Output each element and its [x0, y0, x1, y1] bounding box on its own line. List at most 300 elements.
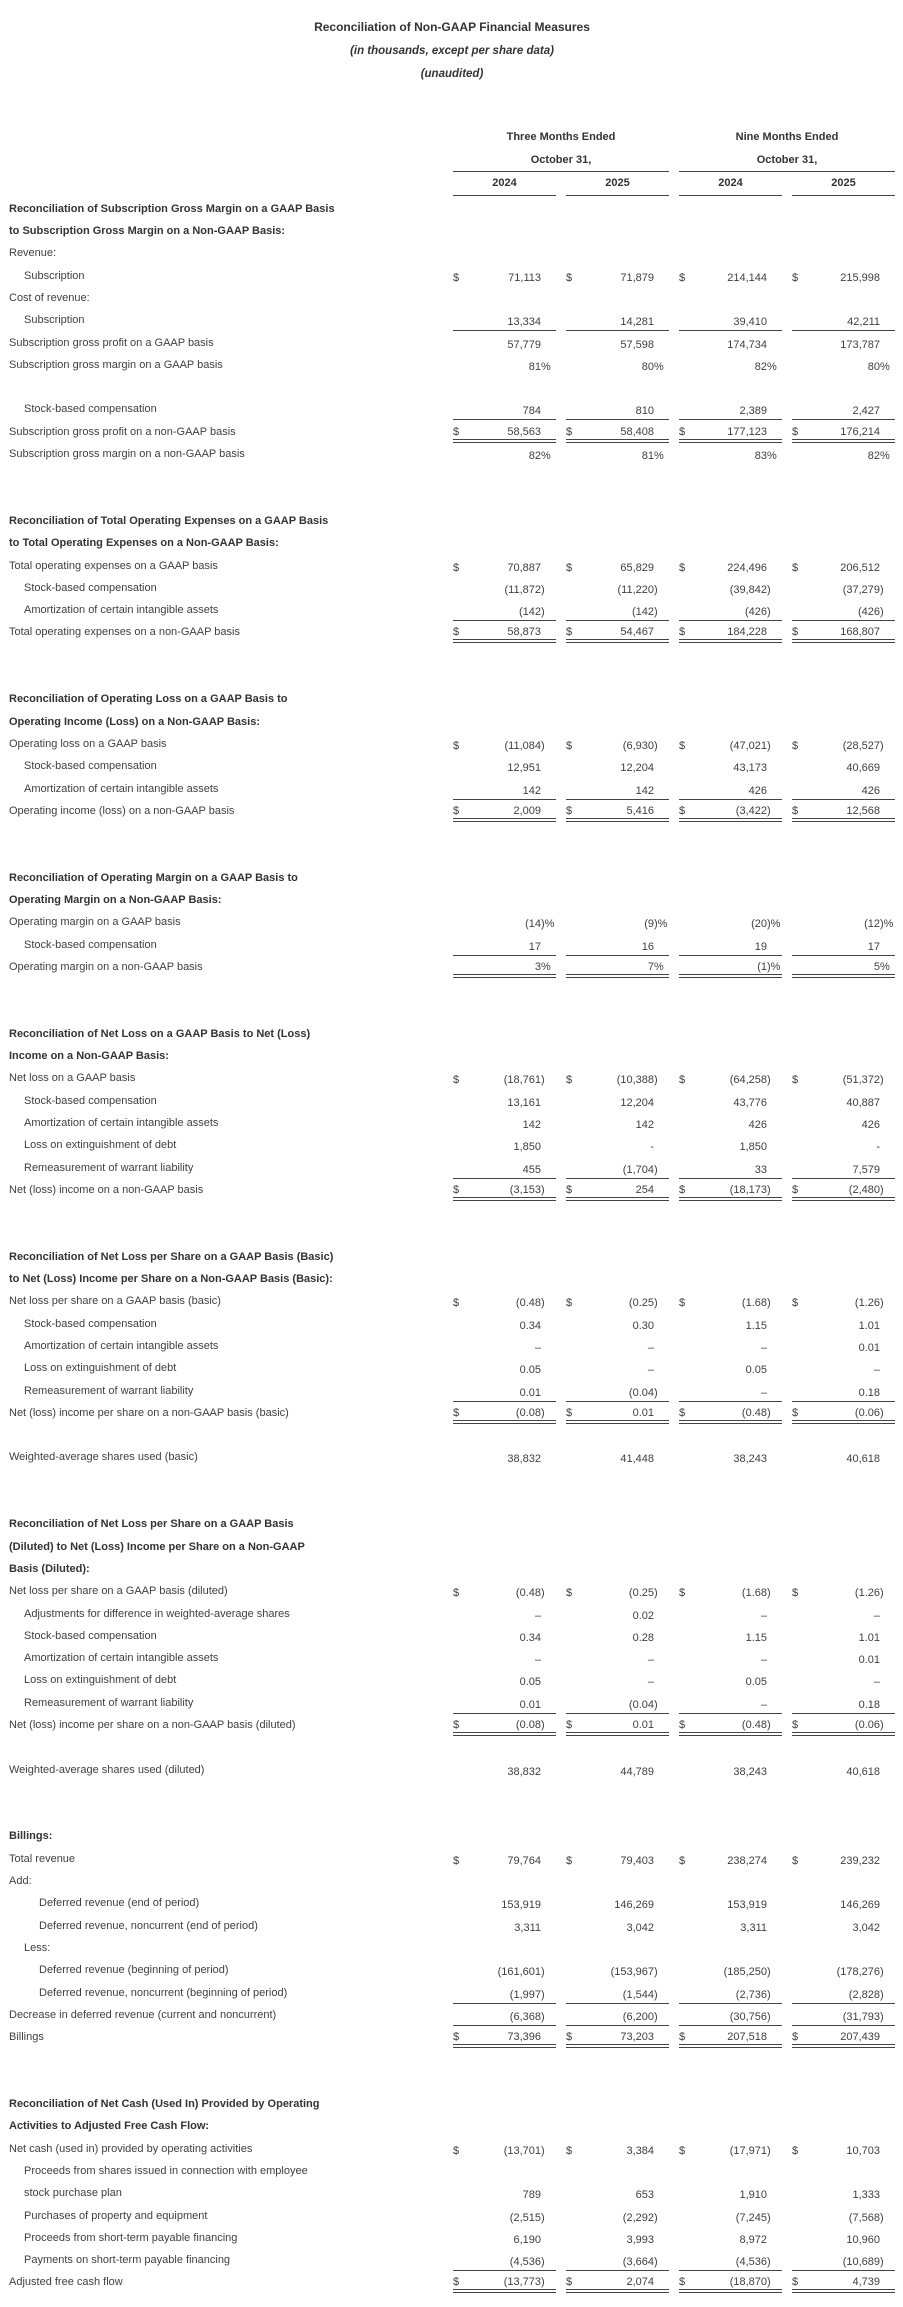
currency-symbol: $: [792, 1587, 799, 1600]
cell-value: (3,664: [622, 2256, 654, 2269]
cell-value: 17: [528, 940, 541, 953]
cell-value: 71,879: [620, 271, 654, 284]
cell-value: -: [650, 1141, 654, 1154]
table-row: [9, 1446, 895, 1468]
cell-suffix: ): [767, 2276, 771, 2289]
section-header-row: [9, 1022, 895, 1044]
value-cell: [792, 1320, 895, 1335]
value-cell: [792, 1141, 895, 1156]
table-row: [9, 800, 895, 822]
cell-value: 207,439: [840, 2031, 880, 2044]
currency-symbol: $: [453, 561, 460, 574]
cell-value: 1,910: [739, 2189, 767, 2202]
currency-symbol: $: [792, 1406, 799, 1419]
row-label: Stock-based compensation: [24, 938, 157, 951]
cell-value: (11,084: [504, 739, 541, 752]
document-subtitle-unaudited: (unaudited): [420, 68, 484, 80]
cell-value: 653: [635, 2189, 654, 2202]
section-header-row: [9, 1535, 895, 1557]
cell-suffix: ): [541, 2144, 545, 2157]
cell-value: (3,422: [735, 804, 767, 817]
table-row: [9, 1379, 895, 1401]
value-cell: [453, 1141, 556, 1156]
currency-symbol: $: [792, 271, 799, 284]
row-label: Deferred revenue (end of period): [39, 1897, 200, 1910]
cell-value: (0.06: [854, 1718, 880, 1731]
cell-suffix: ): [880, 1988, 884, 2001]
cell-value: 0.30: [632, 1319, 654, 1332]
cell-value: 0.34: [519, 1631, 541, 1644]
section-header-row: [9, 510, 895, 532]
cell-value: 0.28: [632, 1631, 654, 1644]
section-header-label: Reconciliation of Net Loss on a GAAP Basis to Net (Loss): [9, 1027, 311, 1040]
cell-value: (14: [525, 918, 541, 931]
value-cell: [453, 1342, 556, 1357]
table-row: [9, 1580, 895, 1602]
table-row: [9, 264, 895, 286]
row-label: Subscription gross margin on a non-GAAP basis: [9, 448, 245, 461]
cell-value: 40,618: [846, 1453, 880, 1466]
cell-value: 54,467: [620, 626, 654, 639]
value-cell: [566, 1342, 669, 1357]
cell-value: 0.05: [519, 1364, 541, 1377]
year-column-header: 2025: [566, 172, 669, 196]
table-row: [9, 2182, 895, 2204]
row-label: Purchases of property and equipment: [24, 2209, 208, 2222]
currency-symbol: $: [679, 804, 686, 817]
cell-suffix: ): [767, 583, 771, 596]
cell-suffix: ): [767, 1587, 771, 1600]
value-cell: [679, 2031, 782, 2048]
row-label: Loss on extinguishment of debt: [24, 1139, 177, 1152]
cell-value: 206,512: [840, 561, 880, 574]
currency-symbol: $: [566, 2276, 573, 2289]
cell-value: 168,807: [840, 626, 880, 639]
value-cell: [679, 606, 782, 621]
row-label: Weighted-average shares used (basic): [9, 1451, 198, 1464]
value-cell: [453, 1164, 556, 1179]
value-cell: [679, 272, 782, 287]
cell-value: 789: [522, 2189, 541, 2202]
value-cell: [792, 2212, 895, 2227]
spacer-row: [9, 1781, 895, 1803]
value-cell: [566, 562, 669, 577]
cell-value: 176,214: [840, 425, 880, 438]
value-cell: [566, 1632, 669, 1647]
row-label: Total operating expenses on a non-GAAP basis: [9, 626, 240, 639]
cell-value: (7,245: [735, 2211, 767, 2224]
table-row: [9, 1625, 895, 1647]
value-cell: [566, 2145, 669, 2160]
cell-value: -: [876, 1141, 880, 1154]
value-cell: [679, 1966, 782, 1981]
cell-value: (11,220: [617, 583, 654, 596]
currency-symbol: $: [679, 2031, 686, 2044]
cell-suffix: %: [880, 960, 890, 973]
value-cell: [566, 584, 669, 599]
table-row: [9, 2137, 895, 2159]
value-cell: [566, 626, 669, 643]
value-cell: [453, 2212, 556, 2227]
value-cell: [679, 1676, 782, 1691]
row-label: Remeasurement of warrant liability: [24, 1161, 194, 1174]
value-cell: [679, 562, 782, 577]
cell-value: 17: [867, 940, 880, 953]
value-cell: [792, 1587, 895, 1602]
value-cell: [679, 1899, 782, 1914]
value-cell: [792, 2189, 895, 2204]
value-cell: [792, 1119, 895, 1134]
currency-symbol: $: [566, 1297, 573, 1310]
cell-value: 81: [528, 360, 541, 373]
cell-suffix: ): [880, 1074, 884, 1087]
cell-value: 0.05: [519, 1676, 541, 1689]
value-cell: [679, 1297, 782, 1312]
currency-symbol: $: [566, 425, 573, 438]
value-cell: [566, 1141, 669, 1156]
table-row: [9, 1914, 895, 1936]
value-cell: [566, 2189, 669, 2204]
cell-value: 0.05: [745, 1364, 767, 1377]
table-row: [9, 599, 895, 621]
value-cell: [792, 1097, 895, 1112]
value-cell: [453, 785, 556, 800]
row-label: Proceeds from shares issued in connection with employee: [24, 2164, 308, 2177]
row-label: Subscription gross margin on a GAAP basis: [9, 358, 223, 371]
currency-symbol: $: [453, 1297, 460, 1310]
spacer-row: [9, 487, 895, 509]
cell-value: 2,009: [513, 804, 541, 817]
value-cell: [792, 1966, 895, 1981]
section-header-row: [9, 1268, 895, 1290]
cell-suffix: ): [654, 2010, 658, 2023]
spacer-row: [9, 1736, 895, 1758]
cell-value: (30,756: [729, 2010, 767, 2023]
currency-symbol: $: [453, 1718, 460, 1731]
value-cell: [453, 961, 556, 978]
table-row: [9, 2249, 895, 2271]
spacer-row: [9, 666, 895, 688]
cell-value: 2,389: [739, 405, 767, 418]
spacer-row: [9, 1468, 895, 1490]
cell-suffix: %: [767, 450, 777, 463]
year-column-header: 2025: [792, 172, 895, 196]
cell-value: –: [760, 1698, 767, 1711]
table-row: [9, 1870, 895, 1892]
value-cell: [453, 1297, 556, 1312]
currency-symbol: $: [566, 804, 573, 817]
currency-symbol: $: [679, 1587, 686, 1600]
value-cell: [453, 1074, 556, 1089]
value-cell: [453, 1387, 556, 1402]
value-cell: [792, 1989, 895, 2004]
value-cell: [566, 316, 669, 331]
cell-suffix: ): [880, 1183, 884, 1196]
table-row: [9, 242, 895, 264]
section-header-row: [9, 198, 895, 220]
value-cell: [792, 785, 895, 800]
value-cell: [566, 361, 669, 376]
value-cell: [566, 405, 669, 420]
table-row: [9, 1981, 895, 2003]
value-cell: [453, 1184, 556, 1201]
cell-suffix: ): [541, 1183, 545, 1196]
table-row: [9, 554, 895, 576]
cell-value: –: [647, 1364, 654, 1377]
currency-symbol: $: [792, 1718, 799, 1731]
value-cell: [566, 426, 669, 443]
table-row: [9, 398, 895, 420]
cell-value: 58,873: [507, 626, 541, 639]
cell-suffix: ): [767, 606, 771, 619]
table-row: [9, 1290, 895, 1312]
value-cell: [566, 1699, 669, 1714]
cell-value: 1,333: [852, 2189, 880, 2202]
cell-value: (153,967: [610, 1966, 654, 1979]
cell-value: (142: [518, 606, 541, 619]
value-cell: [566, 1654, 669, 1669]
cell-value: 784: [522, 405, 541, 418]
value-cell: [566, 2011, 669, 2026]
cell-value: 80: [641, 360, 654, 373]
cell-value: 79,403: [620, 1854, 654, 1867]
currency-symbol: $: [566, 626, 573, 639]
cell-value: (1,997: [509, 1988, 541, 2001]
cell-value: (18,761: [503, 1074, 541, 1087]
currency-symbol: $: [679, 1183, 686, 1196]
cell-value: 142: [635, 1118, 654, 1131]
cell-value: (161,601: [497, 1966, 541, 1979]
value-cell: [453, 1766, 556, 1781]
value-cell: [679, 584, 782, 599]
cell-value: (1.26: [854, 1587, 880, 1600]
row-label: Subscription: [24, 314, 85, 327]
row-label: Stock-based compensation: [24, 760, 157, 773]
row-label: stock purchase plan: [24, 2187, 122, 2200]
value-cell: [679, 1654, 782, 1669]
value-cell: [453, 1676, 556, 1691]
value-cell: [566, 1719, 669, 1736]
cell-suffix: ): [880, 2256, 884, 2269]
value-cell: [792, 1407, 895, 1424]
cell-value: 3,311: [514, 1921, 541, 1934]
table-row: [9, 1758, 895, 1780]
value-cell: [453, 1899, 556, 1914]
value-cell: [679, 2145, 782, 2160]
cell-suffix: ): [767, 1297, 771, 1310]
value-cell: [792, 1855, 895, 1870]
cell-value: 239,232: [840, 1854, 880, 1867]
value-cell: [679, 1610, 782, 1625]
currency-symbol: $: [679, 739, 686, 752]
row-label: Deferred revenue, noncurrent (end of period): [39, 1919, 258, 1932]
cell-suffix: ): [541, 1074, 545, 1087]
cell-suffix: ): [541, 1718, 545, 1731]
cell-suffix: ): [767, 1988, 771, 2001]
row-label: Remeasurement of warrant liability: [24, 1696, 194, 1709]
cell-value: (0.48: [741, 1406, 767, 1419]
cell-suffix: ): [654, 739, 658, 752]
value-cell: [792, 426, 895, 443]
value-cell: [453, 584, 556, 599]
cell-value: 207,518: [727, 2031, 767, 2044]
value-cell: [566, 2234, 669, 2249]
value-cell: [453, 450, 556, 465]
value-cell: [566, 1097, 669, 1112]
cell-value: (0.08: [515, 1718, 541, 1731]
value-cell: [792, 1699, 895, 1714]
currency-symbol: $: [566, 2144, 573, 2157]
cell-value: 33: [754, 1163, 767, 1176]
cell-value: 40,618: [846, 1765, 880, 1778]
value-cell: [679, 805, 782, 822]
row-label: Net cash (used in) provided by operating activities: [9, 2142, 253, 2155]
cell-value: 38,243: [733, 1453, 767, 1466]
row-label: Add:: [9, 1875, 32, 1888]
section-header-label: to Total Operating Expenses on a Non-GAAP Basis:: [9, 537, 279, 550]
value-cell: [792, 2256, 895, 2271]
cell-suffix: ): [880, 739, 884, 752]
cell-value: 38,832: [507, 1765, 541, 1778]
currency-symbol: $: [792, 2031, 799, 2044]
currency-symbol: $: [679, 1297, 686, 1310]
currency-symbol: $: [566, 1406, 573, 1419]
currency-symbol: $: [453, 1074, 460, 1087]
cell-suffix: ): [654, 1163, 658, 1176]
table-row: [9, 287, 895, 309]
value-cell: [679, 2234, 782, 2249]
table-row: [9, 1937, 895, 1959]
value-cell: [792, 1453, 895, 1468]
currency-symbol: $: [453, 271, 460, 284]
section-header-row: [9, 1045, 895, 1067]
spacer-row: [9, 1424, 895, 1446]
currency-symbol: $: [792, 626, 799, 639]
cell-value: 73,203: [620, 2031, 654, 2044]
cell-value: –: [760, 1386, 767, 1399]
cell-suffix: ): [541, 1966, 545, 1979]
cell-value: –: [873, 1364, 880, 1377]
row-label: Less:: [24, 1941, 51, 1954]
cell-suffix: ): [767, 2144, 771, 2157]
value-cell: [679, 426, 782, 443]
cell-suffix: ): [767, 1406, 771, 1419]
currency-symbol: $: [792, 1074, 799, 1087]
currency-symbol: $: [566, 1074, 573, 1087]
table-row: [9, 443, 895, 465]
value-cell: [679, 1119, 782, 1134]
value-cell: [792, 805, 895, 822]
row-label: Adjustments for difference in weighted-average shares: [24, 1607, 290, 1620]
cell-value: 12,204: [620, 1096, 654, 1109]
cell-suffix: ): [767, 2010, 771, 2023]
spacer-row: [9, 1223, 895, 1245]
table-row: [9, 2204, 895, 2226]
table-row: [9, 1714, 895, 1736]
table-row: [9, 577, 895, 599]
row-label: Loss on extinguishment of debt: [24, 1362, 177, 1375]
section-header-row: [9, 2115, 895, 2137]
cell-value: (51,372: [842, 1074, 880, 1087]
value-cell: [679, 2189, 782, 2204]
section-header-label: Reconciliation of Total Operating Expenses on a GAAP Basis: [9, 514, 329, 527]
value-cell: [792, 2276, 895, 2293]
value-cell: [453, 2031, 556, 2048]
cell-value: (2,292: [622, 2211, 654, 2224]
value-cell: [679, 1364, 782, 1379]
value-cell: [679, 1164, 782, 1179]
cell-value: (20: [751, 918, 767, 931]
section-header-label: Reconciliation of Operating Loss on a GAAP Basis to: [9, 693, 288, 706]
cell-suffix: ): [880, 2211, 884, 2224]
cell-value: 8,972: [739, 2233, 767, 2246]
value-cell: [679, 1387, 782, 1402]
cell-value: (39,842: [729, 583, 767, 596]
currency-symbol: $: [453, 804, 460, 817]
section-header-row: [9, 1513, 895, 1535]
cell-value: 10,960: [846, 2233, 880, 2246]
value-cell: [453, 1097, 556, 1112]
cell-value: 0.01: [858, 1341, 880, 1354]
currency-symbol: $: [792, 2276, 799, 2289]
cell-value: 215,998: [840, 271, 880, 284]
cell-value: 153,919: [501, 1899, 541, 1912]
cell-value: 238,274: [727, 1854, 767, 1867]
section-header-row: [9, 889, 895, 911]
cell-value: 12,568: [846, 804, 880, 817]
currency-symbol: $: [453, 1854, 460, 1867]
value-cell: [453, 361, 556, 376]
currency-symbol: $: [566, 1183, 573, 1196]
cell-value: 0.01: [632, 1406, 654, 1419]
table-row: [9, 420, 895, 442]
cell-suffix: ): [654, 1297, 658, 1310]
value-cell: [792, 1899, 895, 1914]
value-cell: [566, 1297, 669, 1312]
cell-suffix: ): [767, 1966, 771, 1979]
value-cell: [566, 1074, 669, 1089]
cell-suffix: %: [880, 360, 890, 373]
cell-value: (0.25: [628, 1587, 654, 1600]
value-cell: [792, 606, 895, 621]
table-row: [9, 1402, 895, 1424]
value-cell: [453, 2189, 556, 2204]
row-label: Subscription gross profit on a non-GAAP basis: [9, 425, 236, 438]
cell-value: 142: [522, 784, 541, 797]
cell-value: (1: [757, 960, 767, 973]
value-cell: [679, 961, 782, 978]
cell-suffix: ): [880, 606, 884, 619]
period-group-title: Three Months Ended: [506, 130, 616, 143]
cell-value: 0.01: [632, 1718, 654, 1731]
value-cell: [792, 1342, 895, 1357]
value-cell: [453, 1364, 556, 1379]
table-row: [9, 733, 895, 755]
cell-value: (13,773: [503, 2276, 541, 2289]
value-cell: [679, 1407, 782, 1424]
value-cell: [566, 1676, 669, 1691]
currency-symbol: $: [679, 2144, 686, 2157]
cell-value: (185,250: [723, 1966, 767, 1979]
section-header-row: [9, 688, 895, 710]
spacer-row: [9, 2048, 895, 2070]
row-label: Cost of revenue:: [9, 291, 90, 304]
value-cell: [453, 1119, 556, 1134]
period-group-date: October 31,: [453, 149, 669, 172]
cell-value: 44,789: [620, 1765, 654, 1778]
cell-suffix: %: [541, 450, 551, 463]
cell-value: (142: [631, 606, 654, 619]
